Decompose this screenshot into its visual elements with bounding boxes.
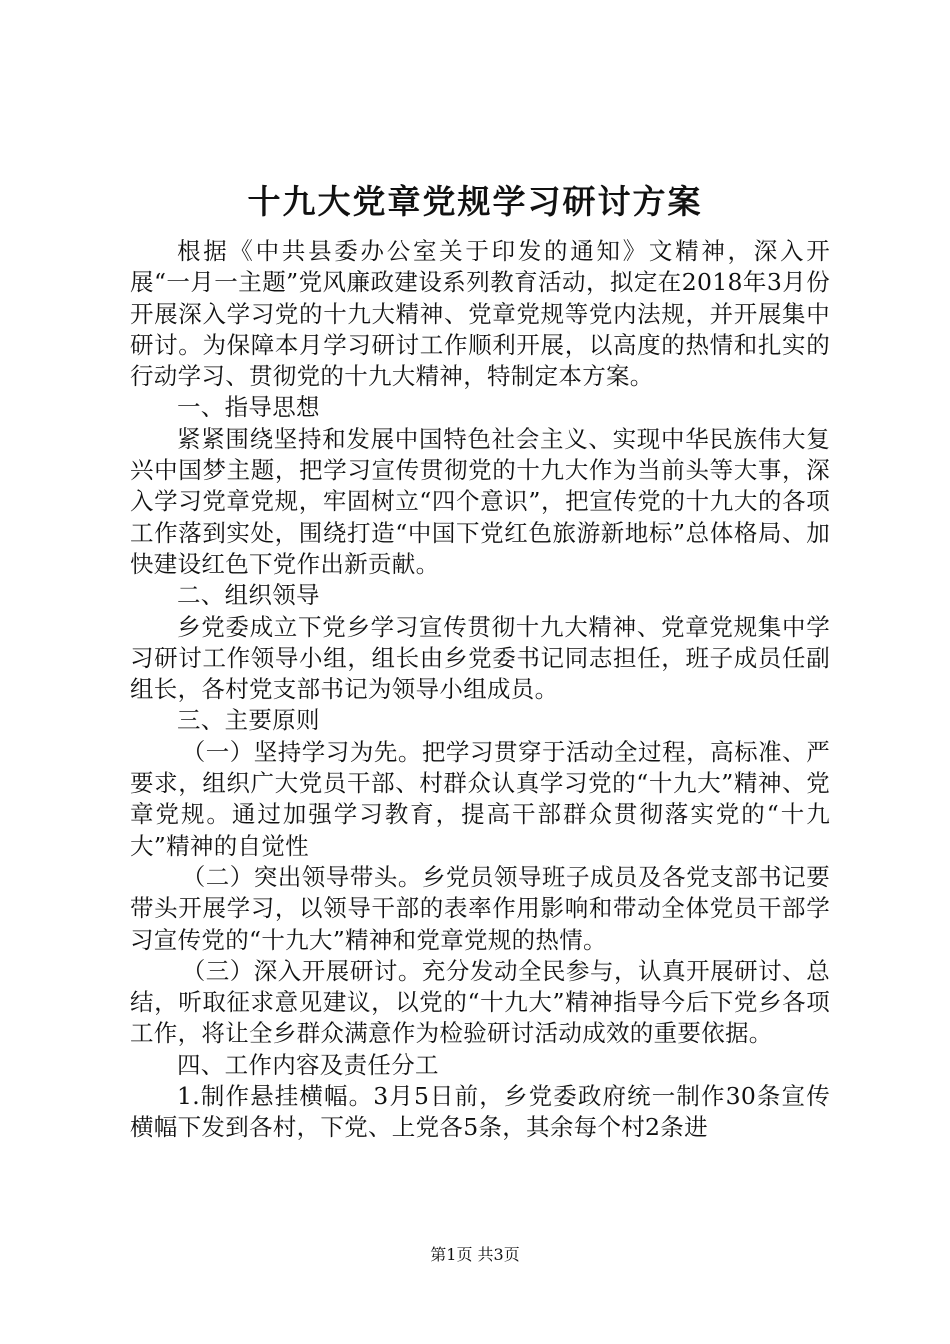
document-body [130,236,830,1144]
heading-organization: 二、组织领导 [177,581,320,610]
heading-principles: 三、主要原则 [177,706,320,735]
paragraph-principle-1: （一）坚持学习为先。把学习贯穿于活动全过程，高标准、严要求，组织广大党员干部、村群众认真学习党的“十九大”精神、党章党规。通过加强学习教育，提高干部群众贯彻落实党的“十九大”精神的自觉性 [130,737,830,860]
paragraph-principle-3: （三）深入开展研讨。充分发动全民参与，认真开展研讨、总结，听取征求意见建议，以党的“十九大”精神指导今后下党乡各项工作，将让全乡群众满意作为检验研讨活动成效的重要依据。 [130,956,830,1048]
heading-work-content: 四、工作内容及责任分工 [177,1050,439,1079]
paragraph-principle-2: （二）突出领导带头。乡党员领导班子成员及各党支部书记要带头开展学习，以领导干部的表率作用影响和带动全体党员干部学习宣传党的“十九大”精神和党章党规的热情。 [130,862,830,954]
paragraph-organization: 乡党委成立下党乡学习宣传贯彻十九大精神、党章党规集中学习研讨工作领导小组，组长由乡党委书记同志担任，班子成员任副组长，各村党支部书记为领导小组成员。 [130,612,830,704]
document-title: 十九大党章党规学习研讨方案 [247,182,703,221]
paragraph-intro: 根据《中共县委办公室关于印发的通知》文精神，深入开展“一月一主题”党风廉政建设系列教育活动，拟定在2018年3月份开展深入学习党的十九大精神、党章党规等党内法规，并开展集中研讨。为保障本月学习研讨工作顺利开展，以高度的热情和扎实的行动学习、贯彻党的十九大精神，特制定本方案。 [130,237,830,391]
page-footer: 第1页 共3页 [430,1245,520,1264]
paragraph-guiding-thought: 紧紧围绕坚持和发展中国特色社会主义、实现中华民族伟大复兴中国梦主题，把学习宣传贯彻党的十九大作为当前头等大事，深入学习党章党规，牢固树立“四个意识”，把宣传党的十九大的各项工作落到实处，围绕打造“中国下党红色旅游新地标”总体格局、加快建设红色下党作出新贡献。 [130,424,830,578]
paragraph-work-item-1: 1.制作悬挂横幅。3月5日前，乡党委政府统一制作30条宣传横幅下发到各村，下党、上党各5条，其余每个村2条进 [130,1082,830,1142]
heading-guiding-thought: 一、指导思想 [177,393,320,422]
